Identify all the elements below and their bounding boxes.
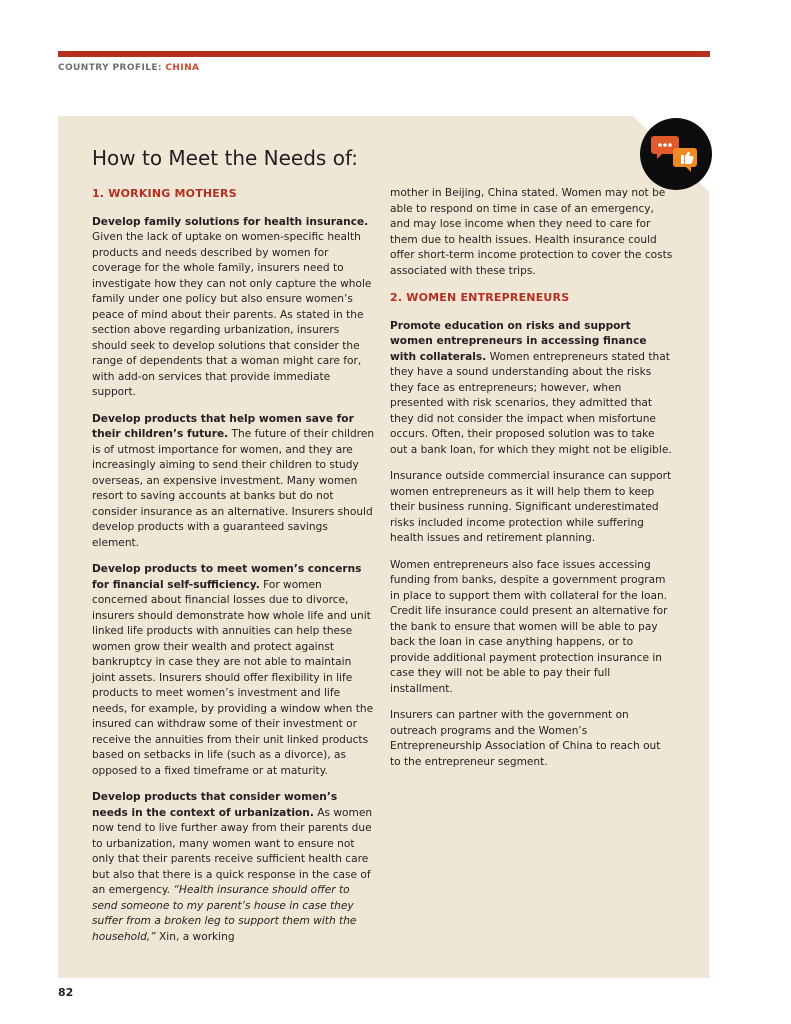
paragraph-children-future: [92, 412, 376, 552]
paragraph-insurance-support: Insurance outside commercial insurance can support women entrepreneurs as it will help them to keep their business running. Significant underestimated risks included income protection while suffering health issues and retirement planning.: [390, 470, 672, 544]
paragraph-partnerships: Insurers can partner with the government on outreach programs and the Women’s Entrepreneurship Association of China to reach out to the entrepreneur segment.: [390, 709, 661, 768]
paragraph-bank-funding: Women entrepreneurs also face issues accessing funding from banks, despite a government program in place to support them with collateral for the loan. Credit life insurance could present an alternative for the bank to ensure that women will be able to pay back the loan in case anything happens, or to provide additional payment protection insurance in case they will not be able to pay their full installment.: [390, 558, 668, 695]
section-heading-working-mothers: 1. WORKING MOTHERS: [92, 187, 237, 200]
paragraph-self-sufficiency: [92, 562, 376, 779]
para-lead: Develop products that help women save for their children’s future.: [92, 412, 354, 440]
para-body: For women concerned about financial losses due to divorce, insurers should demonstrate how whole life and unit linked life products with annuities can help these women grow their wealth and protect against bankruptcy in case they are not able to maintain joint assets. Insurers should offer flexibility in life products to meet women’s investment and life needs, for example, by providing a window when the insured can withdraw some of their investment or receive the annuities from their unit linked products based on setbacks in life (such as a divorce), as opposed to a fixed timeframe or at maturity.: [92, 578, 374, 777]
para-body: Given the lack of uptake on women-specific health products and needs described by women for coverage for the whole family, insurers need to investigate how they can not only capture the whole family under one policy but also ensure women’s peace of mind about their parents. As stated in the section above regarding urbanization, insurers should seek to develop solutions that consider the range of dependents that a woman might care for, with add-on services that provide immediate support.: [92, 231, 372, 398]
right-column: [390, 186, 674, 781]
page-number: 82: [58, 986, 74, 999]
para-body: As women now tend to live further away from their parents due to urbanization, many women want to ensure not only that their parents receive sufficient health care but also that there is a quick response in the case of an emergency.: [92, 806, 373, 896]
paragraph-continuation: mother in Beijing, China stated. Women may not be able to respond on time in case of an emergency, and may lose income when they need to care for them due to health issues. Health insurance could offer short-term income protection to cover the costs associated with these trips.: [390, 187, 673, 277]
chat-bubbles-thumbs-up-icon: [640, 118, 712, 190]
profile-prefix: COUNTRY PROFILE:: [58, 63, 166, 73]
para-lead: Develop products to meet women’s concerns for financial self-sufficiency.: [92, 563, 362, 591]
page-title: How to Meet the Needs of:: [92, 146, 359, 170]
para-body: Women entrepreneurs stated that they have a sound understanding about the risks they face as entrepreneurs; however, when presented with risk scenarios, they admitted that they did not consider the impact when misfortune occurs. Often, their proposed solution was to take out a bank loan, for which they might not be eligible.: [390, 350, 672, 456]
para-tail: Xin, a working: [155, 930, 235, 943]
para-lead: Promote education on risks and support women entrepreneurs in accessing finance with collaterals.: [390, 319, 647, 363]
para-body: The future of their children is of utmost importance for women, and they are increasingly aiming to send their children to study overseas, an expensive investment. Many women resort to saving accounts at banks but do not consider insurance as an alternative. Insurers should develop products with a guaranteed savings element.: [92, 428, 375, 549]
profile-country: CHINA: [165, 63, 200, 73]
left-column: [92, 186, 376, 956]
paragraph-urbanization: [92, 790, 376, 945]
section-heading-women-entrepreneurs: 2. WOMEN ENTREPRENEURS: [390, 291, 570, 304]
paragraph-family-health: [92, 215, 376, 401]
para-quote: “Health insurance should offer to send someone to my parent’s house in case they suffer from a broken leg to support them with the household,”: [92, 884, 357, 943]
header-rule: [58, 51, 710, 57]
para-lead: Develop family solutions for health insurance.: [92, 215, 369, 228]
para-lead: Develop products that consider women’s needs in the context of urbanization.: [92, 791, 338, 819]
country-profile-label: [58, 63, 199, 73]
paragraph-risk-education: [390, 319, 674, 459]
